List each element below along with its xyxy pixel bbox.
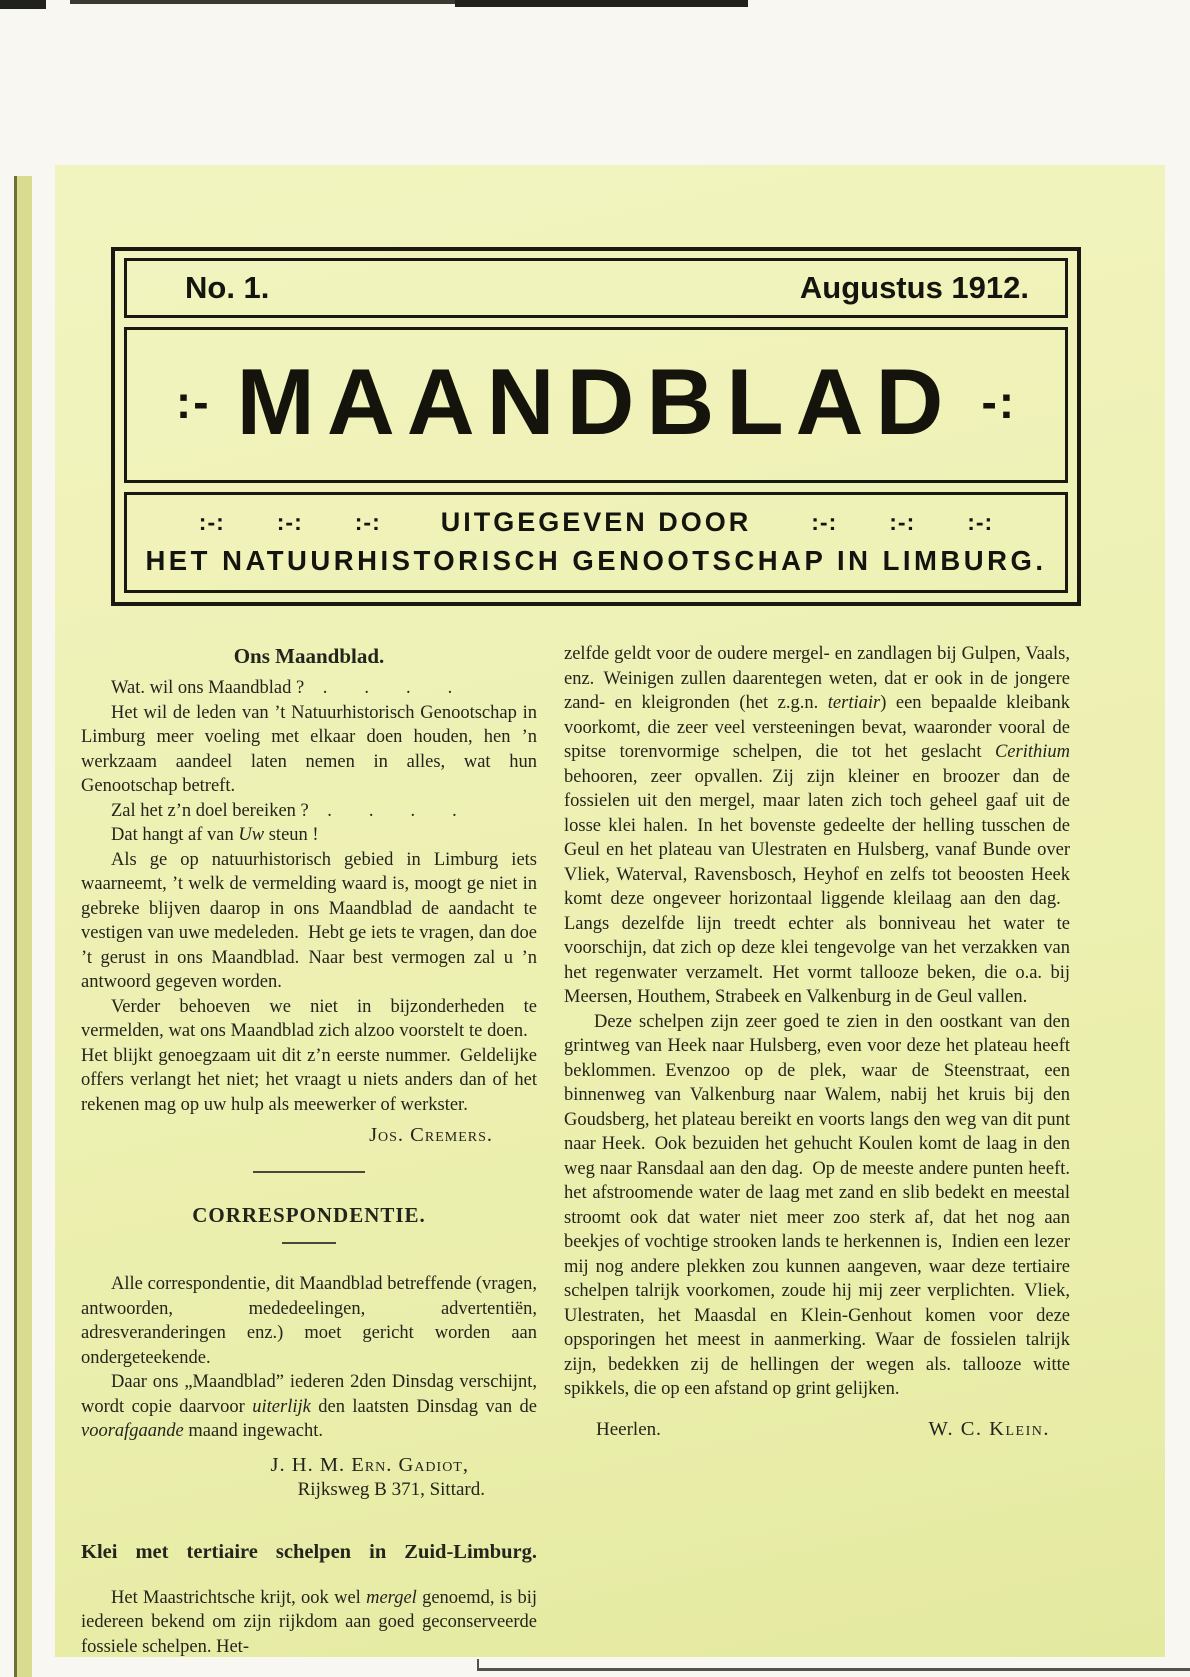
paragraph: Dat hangt af van Uw steun !: [111, 825, 319, 845]
paragraph: Alle correspondentie, dit Maandblad betreffende (vragen, antwoorden, mededeelingen, advertentiën, adresveranderingen enz.) moet gericht worden aan ondergeteekende.: [81, 1274, 537, 1368]
published-by-label: UITGEGEVEN DOOR: [440, 507, 752, 537]
signature-gadiot: [81, 1454, 537, 1501]
paragraph: Verder behoeven we niet in bijzonderheden te vermelden, wat ons Maandblad zich alzoo voorstelt te doen. Het blijkt genoegzaam uit dit z’n eerste nummer. Geldelijke offers verlangt het niet; het vraagt u niets anders dan of het rekenen mag op uw hulp als meewerker of werkster.: [81, 996, 537, 1115]
footer-author: W. C. Klein.: [928, 1417, 1050, 1440]
publisher-box: [124, 492, 1068, 593]
heading-divider: [282, 1242, 336, 1244]
column-right: [564, 642, 1070, 1657]
paragraph: Zal het z’n doel bereiken ? . . . .: [111, 800, 457, 821]
section-divider: [253, 1171, 365, 1173]
deco-mark: :-:: [198, 509, 225, 535]
adjacent-page-edge: [14, 176, 32, 1677]
article-heading-klei: Klei met tertiaire schelpen in Zuid-Limburg.: [81, 1540, 537, 1563]
title-box: [124, 327, 1068, 483]
title-right-mark: -:: [981, 376, 1017, 428]
scan-bottom-edge-tick: [477, 1659, 479, 1671]
title-left-mark: :-: [175, 376, 211, 428]
issue-date: Augustus 1912.: [799, 270, 1029, 305]
column-left: [81, 642, 537, 1657]
deco-mark: :-:: [811, 509, 838, 535]
signature-cremers: Jos. Cremers.: [369, 1124, 493, 1146]
published-by-line: [135, 507, 1057, 538]
scan-top-edge-line-dark: [455, 0, 748, 7]
article-footer: [564, 1402, 1070, 1441]
footer-place: Heerlen.: [596, 1418, 661, 1440]
magazine-page: [55, 165, 1165, 1657]
scan-top-edge-mark: [0, 0, 46, 9]
paragraph-continuation: zelfde geldt voor de oudere mergel- en zandlagen bij Gulpen, Vaals, enz. Weinigen zullen daarentegen weten, dat er ook in de jongere zand- en kleigronden (het z.g.n. tertiair) een bepaalde kleibank voorkomt, die zeer veel versteeningen bevat, waaronder vooral de spitse torenvormige schelpen, die tot het geslacht Cerithium behooren, zeer opvallen. Zij zijn kleiner en broozer dan de fossielen uit den mergel, maar laten zich toch geheel gaaf uit de losse klei halen. In het bovenste gedeelte der helling tusschen de Geul en het plateau van Ulestraten en Hulsberg, vanaf Bunde over Vliek, Waterval, Ravensbosch, Heyhof en zelfs tot beoosten Heek komt deze ongeveer horizontaal liggende kleilaag aan den dag. Langs dezelfde lijn treedt echter als bonniveau het water te voorschijn, dat zich op deze klei tengevolge van het verzakken van het regenwater verzamelt. Het vormt tallooze beken, die o.a. bij Meersen, Houthem, Strabeek en Valkenburg in de Geul vallen.: [564, 644, 1070, 1007]
paragraph: Het Maastrichtsche krijt, ook wel mergel genoemd, is bij iedereen bekend om zijn rijkdom aan goed geconserveerde fossiele schelpen. Het-: [81, 1587, 537, 1657]
paragraph: Wat. wil ons Maandblad ? . . . .: [111, 678, 453, 698]
masthead-frame: [111, 247, 1081, 606]
column-gutter: [537, 642, 564, 1657]
signature-name: J. H. M. Ern. Gadiot,: [270, 1453, 469, 1476]
article-heading-correspondentie: CORRESPONDENTIE.: [192, 1203, 426, 1227]
article-heading-ons-maandblad: Ons Maandblad.: [233, 644, 385, 668]
scan-bottom-edge-line: [477, 1668, 1190, 1671]
deco-mark: :-:: [276, 509, 303, 535]
deco-mark: :-:: [967, 509, 994, 535]
issue-box: [124, 258, 1068, 318]
publisher-name: HET NATUURHISTORISCH GENOOTSCHAP IN LIMBURG.: [145, 545, 1047, 576]
deco-mark: :-:: [889, 509, 916, 535]
paragraph: Als ge op natuurhistorisch gebied in Limburg iets waarneemt, ’t welk de vermelding waard is, moogt ge niet in gebreke blijven daarop in ons Maandblad de aandacht te vestigen van uwe medeleden. Hebt ge iets te vragen, dan doe ’t gerust in ons Maandblad. Naar best vermogen zal u ’n antwoord gegeven worden.: [81, 849, 537, 992]
paragraph: Het wil de leden van ’t Natuurhistorisch Genootschap in Limburg meer voeling met elkaar doen houden, hen ’n werkzaam aandeel laten nemen in alles, wat hun Genootschap betreft.: [81, 702, 537, 796]
paragraph: Daar ons „Maandblad” iederen 2den Dinsdag verschijnt, wordt copie daarvoor uiterlijk den laatsten Dinsdag van de voorafgaande maand ingewacht.: [81, 1372, 538, 1441]
signature-address: Rijksweg B 371, Sittard.: [297, 1478, 485, 1500]
issue-number: No. 1.: [185, 270, 270, 305]
deco-mark: :-:: [354, 509, 381, 535]
paragraph: Deze schelpen zijn zeer goed te zien in den oostkant van den grintweg van Heek naar Hulsberg, even voor deze het plateau heeft beklommen. Evenzoo op de plek, waar de Steenstraat, een binnenweg van Valkenburg naar Walem, nabij het kruis bij den Goudsberg, het plateau bereikt en voorts langs den weg van dit punt naar Heek. Ook bezuiden het gehucht Koulen komt de laag in den weg naar Ransdaal aan den dag. Op de meeste andere punten heeft. het afstroomende water de laag met zand en slib bedekt en meestal stroomt ook dat water niet meer zoo sterk af, dat het nog aan beekjes of vochtige strooken lands te herkennen is, Indien een lezer mij nog andere plekken zou kunnen aangeven, waar deze tertiaire schelpen talrijk voorkomen, zoude hij mij zeer verplichten. Vliek, Ulestraten, het Maasdal en Klein-Genhout komen voor deze opsporingen het meest in aanmerking. Waar de fossielen talrijk zijn, bedekken zij de hellingen der wegen als. tallooze witte spikkels, die op een afstand op grint gelijken.: [564, 1011, 1070, 1399]
magazine-title: MAANDBLAD: [236, 349, 956, 454]
two-column-body: [55, 606, 1165, 1657]
